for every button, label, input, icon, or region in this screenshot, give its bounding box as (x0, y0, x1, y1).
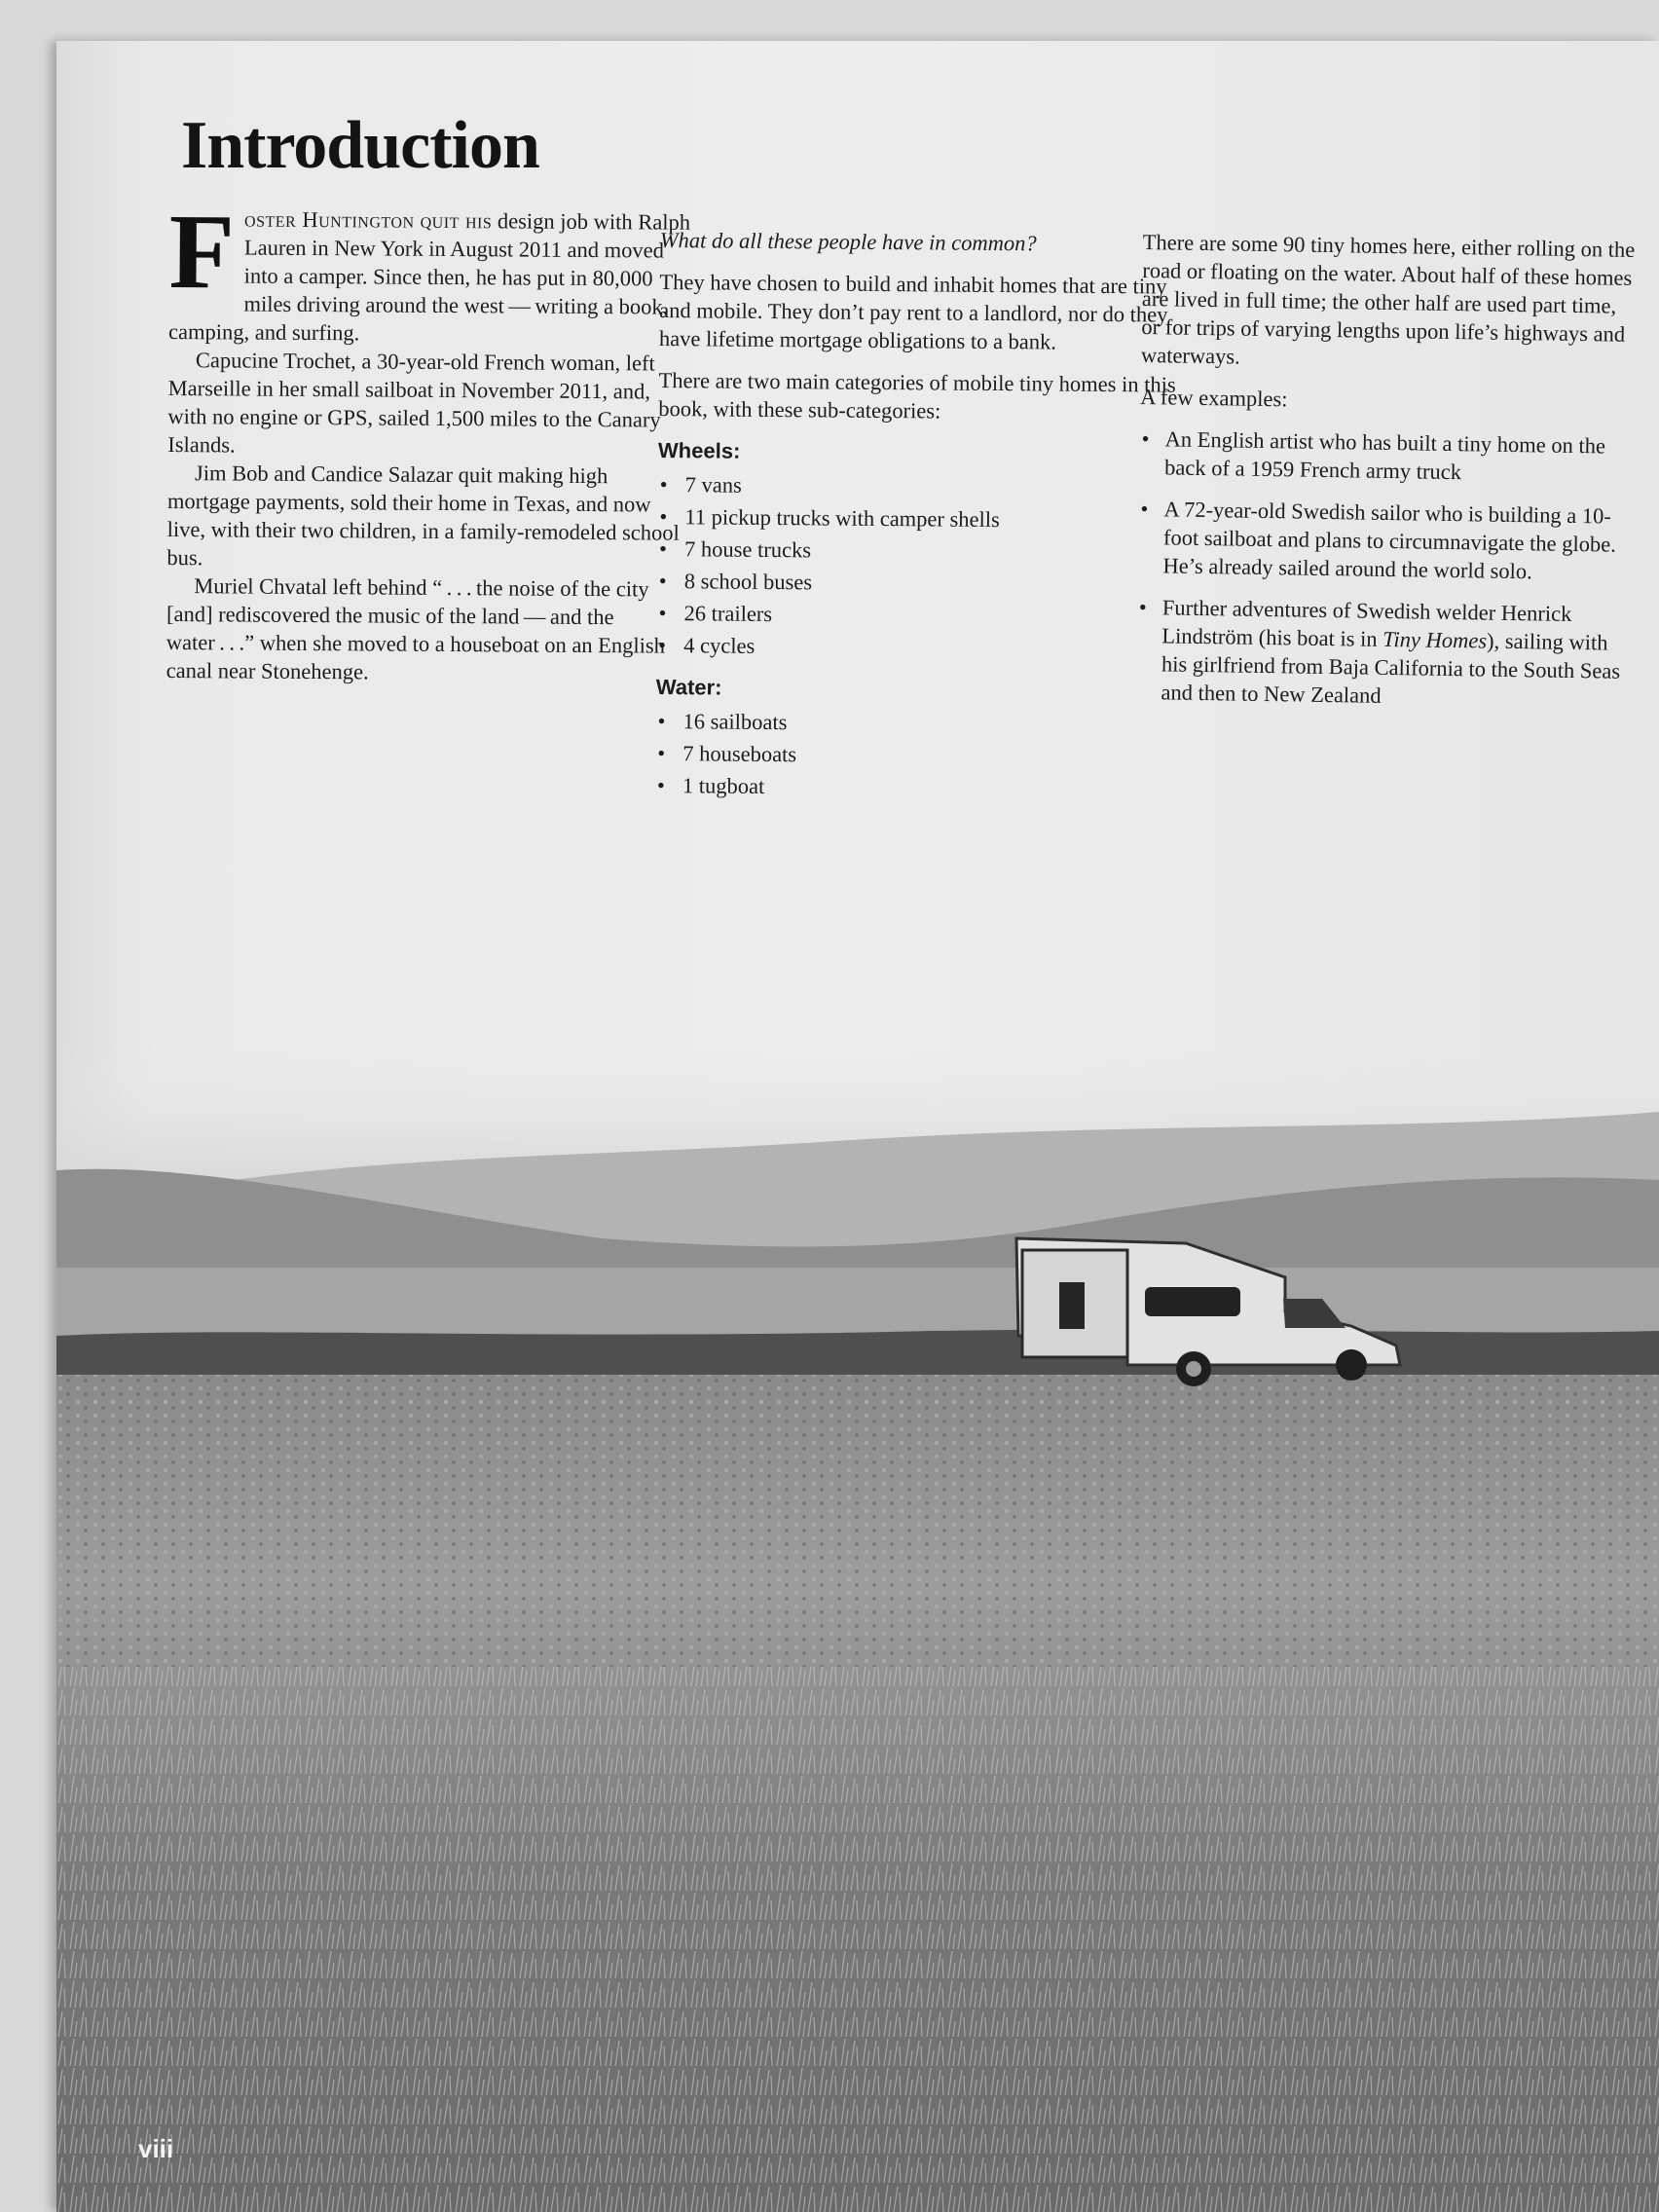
example-3-text-a: Further adventures of Swedish welder Henrick Lindström (his boat is in (1161, 595, 1572, 651)
water-heading: Water: (655, 674, 722, 700)
list-item (1135, 593, 1634, 714)
list-item: • 16 sailboats (655, 707, 1181, 740)
column-1 (166, 192, 695, 688)
list-item: • 26 trailers (656, 599, 1182, 632)
list-item: • 7 vans (658, 470, 1184, 503)
paragraph-salazar: Jim Bob and Candice Salazar quit making high mortgage payments, sold their home in Texas, and now live, with their two children, in a family-remodeled school bus. (166, 461, 680, 571)
paragraph-foster-rest: design job with Ralph Lauren in New York in August 2011 and moved into a camper. Since then, he has put in 80,000 miles driving around the west — writing a book, camping, and surfing. (168, 208, 691, 346)
list-item: • An English artist who has built a tiny home on the back of a 1959 French army truck (1139, 424, 1637, 489)
wheels-heading: Wheels: (657, 437, 741, 463)
column-3 (1135, 228, 1640, 727)
list-item: • A 72-year-old Swedish sailor who is building a 10-foot sailboat and plans to circumnavigate the globe. He’s already sailed around the world solo. (1137, 495, 1635, 587)
paragraph-ninety-homes: There are some 90 tiny homes here, either rolling on the road or floating on the water. About half of these homes are lived in full time; the other half are used part time, or for trips of varying lengths upon life’s highways and waterways. (1140, 229, 1636, 369)
list-item: • 7 houseboats (655, 739, 1181, 772)
example-3-text-b: ), sailing with his girlfriend from Baja California to the South Seas and then to New Zealand (1161, 628, 1621, 708)
examples-list (1135, 424, 1636, 714)
paragraph-common: They have chosen to build and inhabit homes that are tiny and mobile. They don’t pay rent to a landlord, nor do they have lifetime mortgage obligations to a bank. (658, 269, 1168, 354)
list-item: • 7 house trucks (657, 535, 1183, 568)
wheels-list (656, 470, 1184, 664)
list-item: • 4 cycles (656, 631, 1182, 664)
book-title-italic: Tiny Homes (1382, 626, 1488, 653)
water-list (655, 707, 1182, 804)
list-item: • 8 school buses (657, 567, 1183, 600)
list-item: • 11 pickup trucks with camper shells (657, 502, 1183, 535)
column-2 (655, 226, 1186, 818)
paragraph-muriel: Muriel Chvatal left behind “ . . . the noise of the city [and] rediscovered the music of the land — and the water . . .” when she moved to a houseboat on an English canal near Stonehenge. (166, 573, 666, 684)
lead-small-caps: oster Huntington quit his (244, 206, 493, 234)
page-title: Introduction (181, 108, 539, 183)
paragraph-categories: There are two main categories of mobile tiny homes in this book, with these sub-categories: (658, 367, 1176, 424)
question-line: What do all these people have in common? (659, 227, 1037, 256)
list-item: • 1 tugboat (655, 771, 1181, 804)
examples-label: A few examples: (1140, 384, 1288, 412)
landscape-photo (56, 1044, 1659, 2212)
page-number: viii (138, 2134, 174, 2163)
paragraph-foster (168, 192, 695, 350)
book-page (56, 41, 1659, 2212)
drop-cap: F (168, 192, 236, 312)
paragraph-capucine: Capucine Trochet, a 30-year-old French woman, left Marseille in her small sailboat in November 2011, and, with no engine or GPS, sailed 1,500 miles to the Canary Islands. (167, 348, 661, 458)
